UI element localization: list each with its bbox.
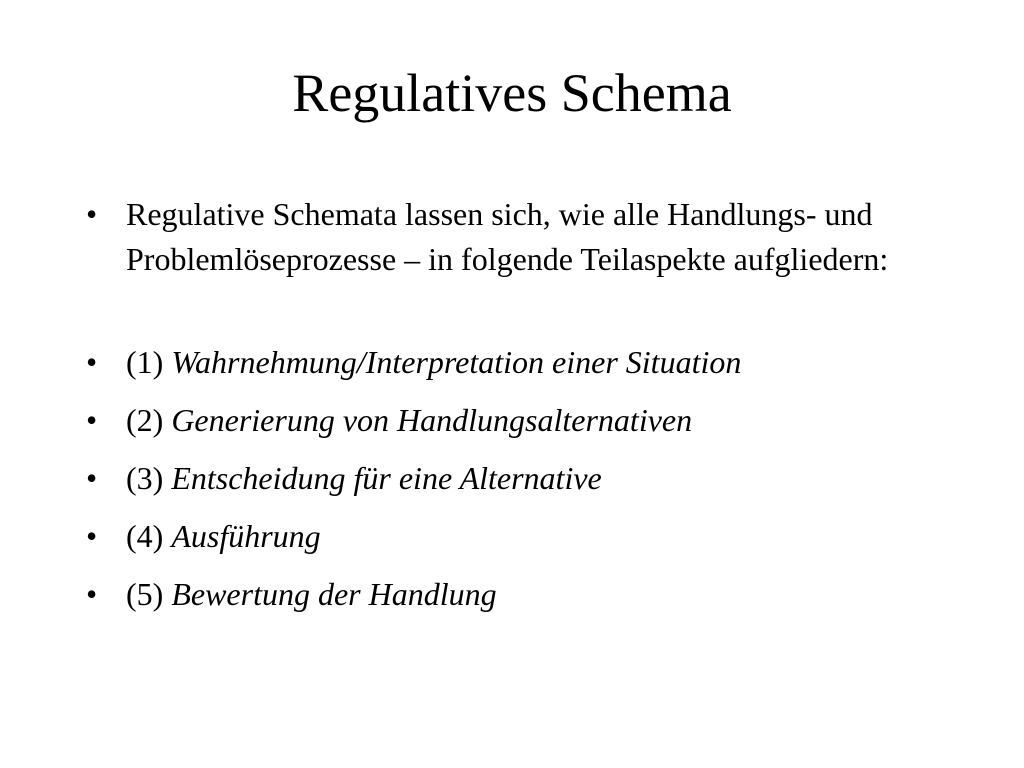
step-bullet-4 [86,514,966,558]
bullet-marker: • [86,576,98,612]
bullet-marker: • [86,344,98,380]
step-bullet-1 [86,340,966,384]
step-bullet-3 [86,456,966,500]
step-number: (1) [126,344,172,380]
bullet-marker: • [86,518,98,554]
slide-title: Regulatives Schema [292,63,732,123]
bullet-marker: • [86,460,98,496]
bullet-list [86,192,966,630]
bullet-marker: • [86,402,98,438]
step-number: (3) [126,460,172,496]
bullet-marker: • [86,196,98,232]
step-text: Bewertung der Handlung [171,576,497,612]
step-number: (2) [126,402,172,438]
step-text: Entscheidung für eine Alternative [171,460,602,496]
step-text: Wahrnehmung/Interpretation einer Situation [171,344,742,380]
step-bullet-5 [86,572,966,616]
intro-text: Regulative Schemata lassen sich, wie alle Handlungs- und Problemlöseprozesse – in folgende Teilaspekte aufgliedern: [126,196,889,277]
step-number: (4) [126,518,172,554]
step-text: Generierung von Handlungsalternativen [171,402,693,438]
step-text: Ausführung [171,518,321,554]
step-number: (5) [126,576,172,612]
intro-bullet [86,192,966,282]
step-bullet-2 [86,398,966,442]
